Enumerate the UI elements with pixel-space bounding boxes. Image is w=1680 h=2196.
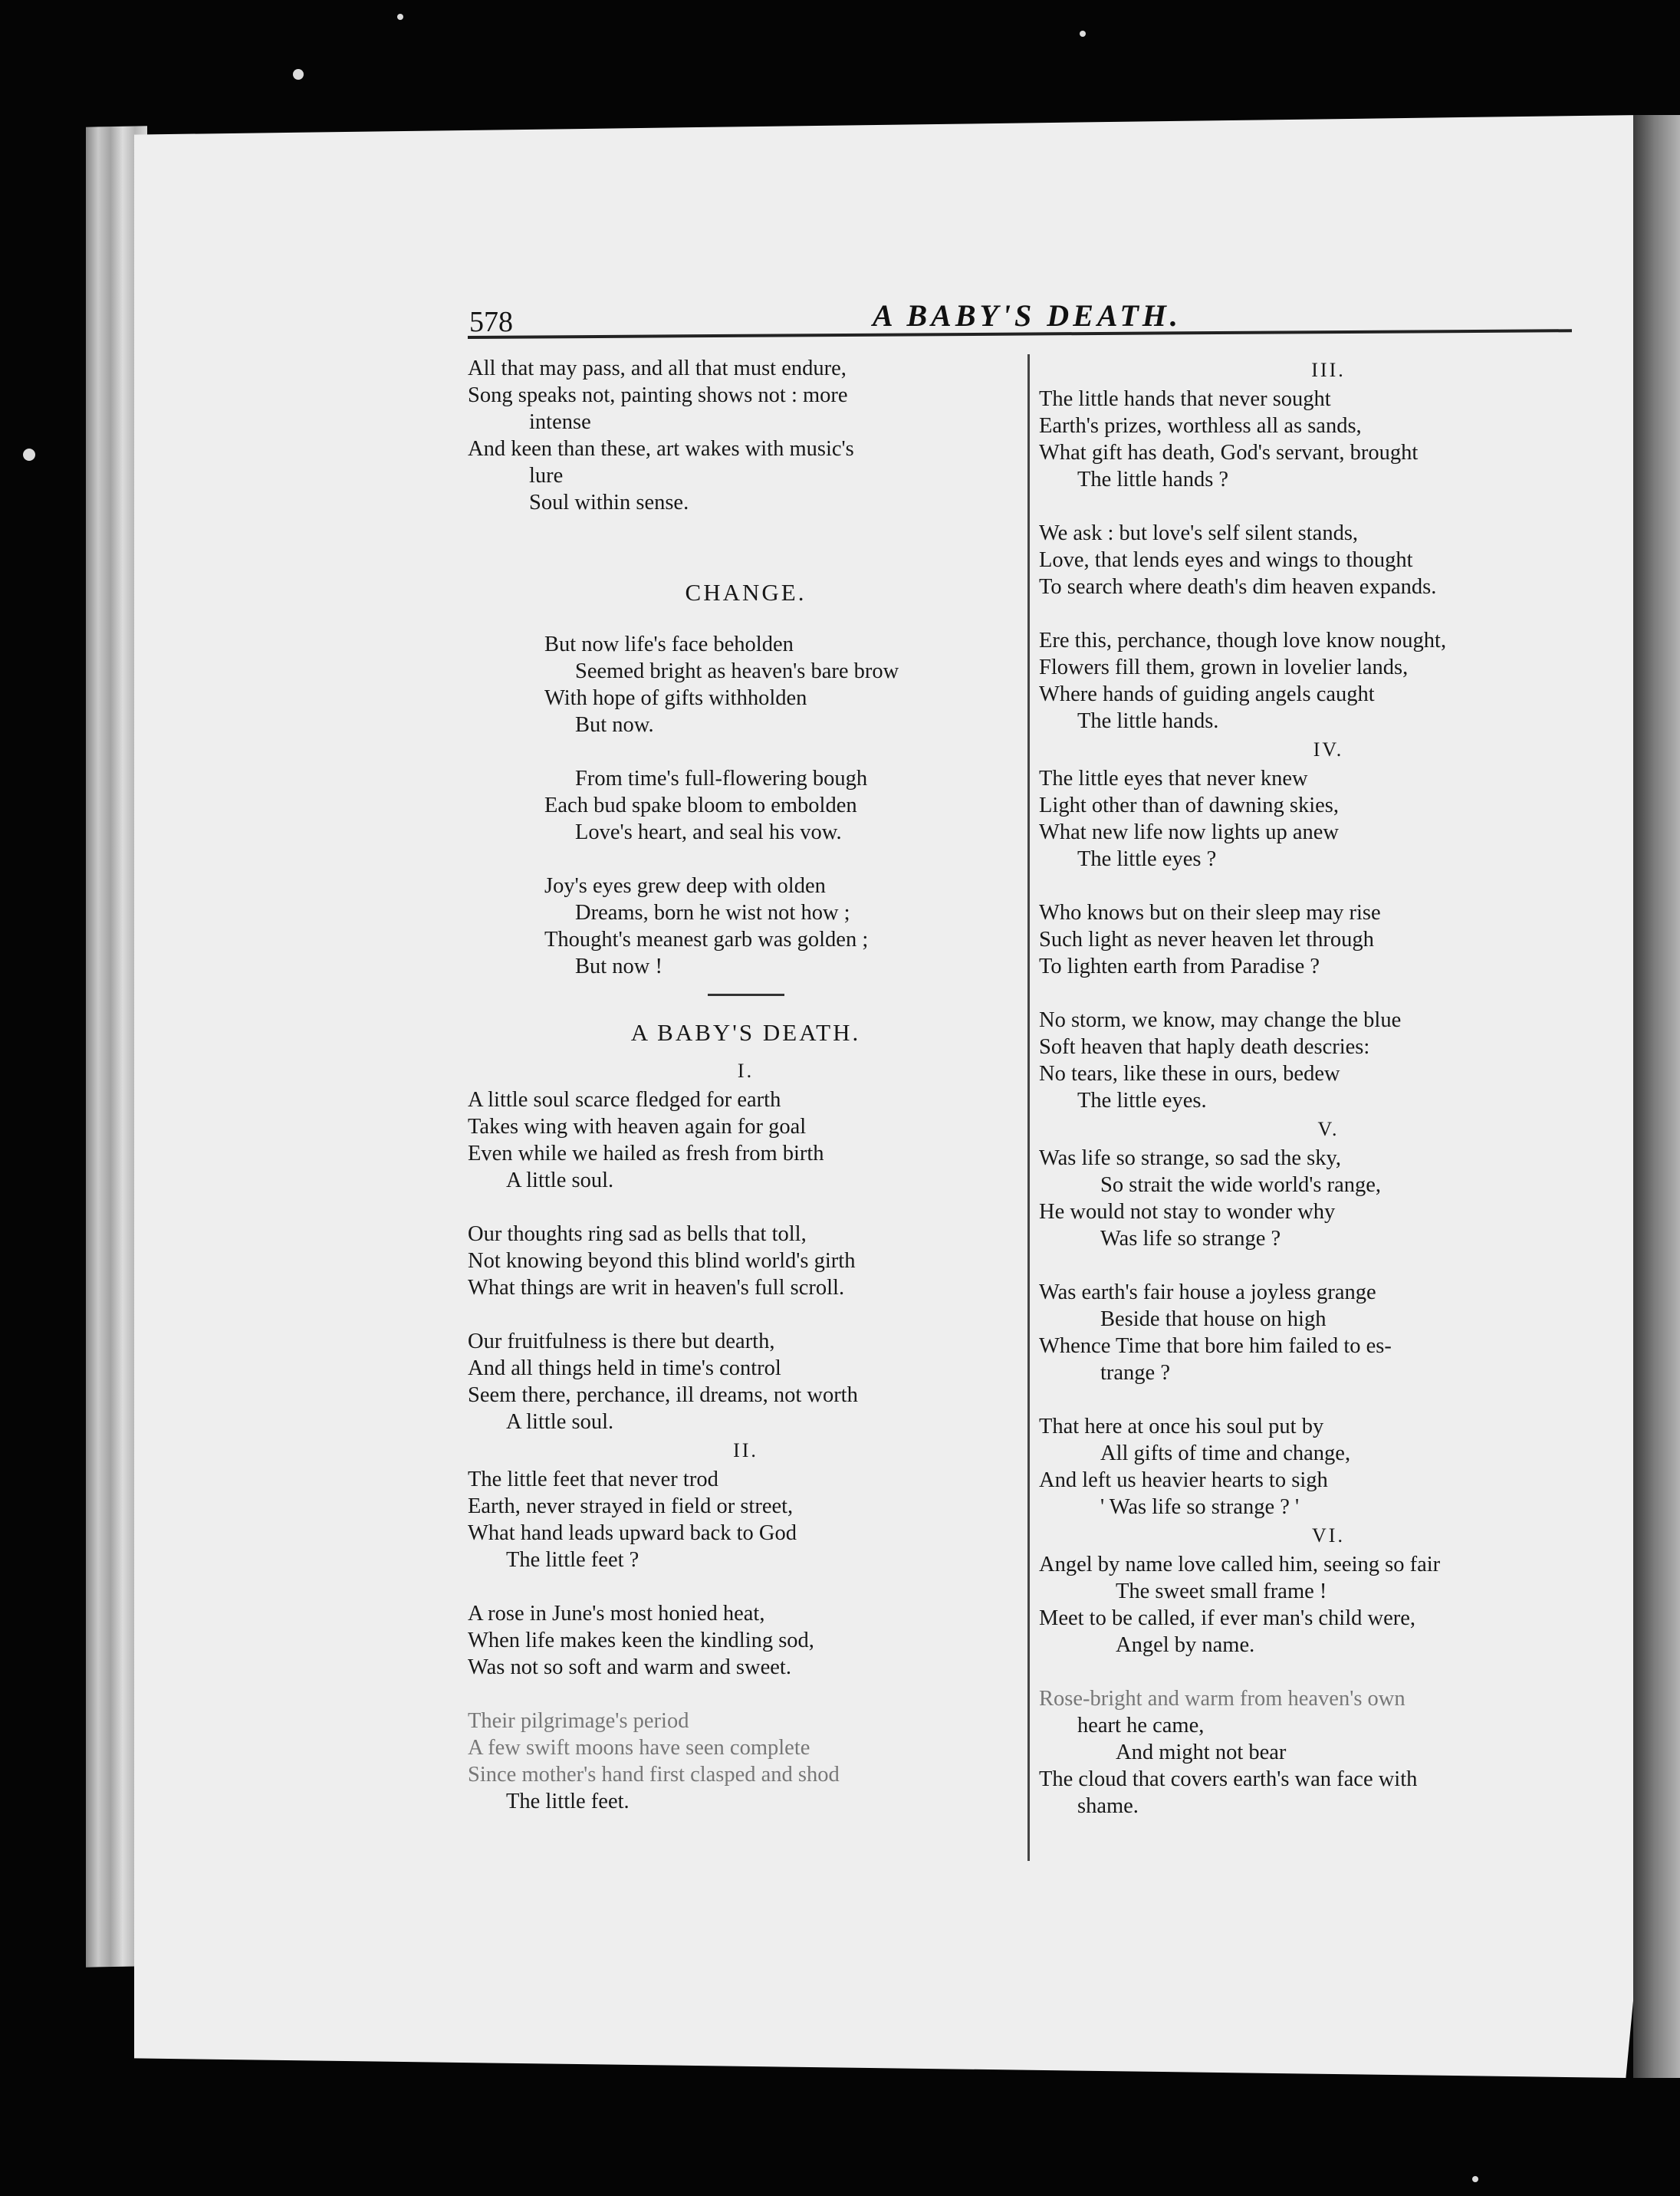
- poem-line: Since mother's hand first clasped and shod: [468, 1763, 840, 1787]
- poem-line: But now !: [575, 955, 662, 978]
- poem-line: Earth's prizes, worthless all as sands,: [1039, 414, 1362, 438]
- poem-line: But now life's face beholden: [544, 633, 794, 656]
- poem-line: Such light as never heaven let through: [1039, 928, 1374, 952]
- section-numeral: II.: [733, 1439, 758, 1461]
- poem-line: ' Was life so strange ? ': [1100, 1495, 1300, 1519]
- section-numeral: VI.: [1312, 1524, 1345, 1547]
- poem-line: Seem there, perchance, ill dreams, not worth: [468, 1383, 858, 1407]
- dust-speck: [397, 14, 403, 20]
- poem-line: The little feet that never trod: [468, 1468, 718, 1491]
- poem-line: Whence Time that bore him failed to es-: [1039, 1334, 1392, 1358]
- poem-line: trange ?: [1100, 1361, 1170, 1385]
- poem-line: And keen than these, art wakes with music's: [468, 437, 854, 461]
- poem-line: The little hands that never sought: [1039, 387, 1331, 411]
- poem-line: To search where death's dim heaven expands.: [1039, 575, 1437, 599]
- poem-line: But now.: [575, 713, 654, 737]
- poem-line: The little feet.: [506, 1790, 630, 1813]
- poem-line: Light other than of dawning skies,: [1039, 794, 1340, 817]
- poem-title-change: CHANGE.: [685, 579, 807, 606]
- poem-line: The sweet small frame !: [1116, 1580, 1327, 1603]
- poem-line: What things are writ in heaven's full scroll.: [468, 1276, 845, 1300]
- poem-line: Rose-bright and warm from heaven's own: [1039, 1687, 1405, 1711]
- poem-line: Our thoughts ring sad as bells that toll,: [468, 1222, 807, 1246]
- poem-line: A little soul.: [506, 1169, 614, 1192]
- poem-line: Love, that lends eyes and wings to thought: [1039, 548, 1413, 572]
- poem-line: Was life so strange, so sad the sky,: [1039, 1146, 1341, 1170]
- poem-line: Not knowing beyond this blind world's girth: [468, 1249, 856, 1273]
- poem-line: What new life now lights up anew: [1039, 820, 1339, 844]
- poem-line: Who knows but on their sleep may rise: [1039, 901, 1381, 925]
- poem-line: Was earth's fair house a joyless grange: [1039, 1280, 1376, 1304]
- poem-line: Each bud spake bloom to embolden: [544, 794, 857, 817]
- poem-line: Earth, never strayed in field or street,: [468, 1494, 794, 1518]
- right-column: [1039, 355, 1618, 1820]
- poem-line: Joy's eyes grew deep with olden: [544, 874, 826, 898]
- poem-line: Thought's meanest garb was golden ;: [544, 928, 869, 952]
- poem-line: And all things held in time's control: [468, 1356, 781, 1380]
- poem-line: What gift has death, God's servant, brought: [1039, 441, 1419, 465]
- dust-speck: [1080, 31, 1086, 37]
- poem-line: Meet to be called, if ever man's child were,: [1039, 1606, 1416, 1630]
- poem-line: No tears, like these in ours, bedew: [1039, 1062, 1340, 1086]
- section-numeral: III.: [1311, 359, 1346, 381]
- dust-speck: [23, 449, 35, 461]
- poem-line: Was not so soft and warm and sweet.: [468, 1655, 791, 1679]
- poem-line: Dreams, born he wist not how ;: [575, 901, 850, 925]
- dust-speck: [1472, 2176, 1478, 2182]
- poem-line: heart he came,: [1077, 1714, 1205, 1737]
- poem-line: Soft heaven that haply death descries:: [1039, 1035, 1370, 1059]
- poem-line: From time's full-flowering bough: [575, 767, 868, 791]
- dust-speck: [293, 69, 304, 80]
- poem-line: intense: [529, 410, 591, 434]
- poem-line: Ere this, perchance, though love know nought,: [1039, 629, 1447, 653]
- poem-line: The little hands ?: [1077, 468, 1229, 491]
- poem-line: The cloud that covers earth's wan face with: [1039, 1767, 1418, 1791]
- poem-line: To lighten earth from Paradise ?: [1039, 955, 1320, 978]
- poem-line: Seemed bright as heaven's bare brow: [575, 659, 899, 683]
- poem-line: No storm, we know, may change the blue: [1039, 1008, 1402, 1032]
- poem-line: All that may pass, and all that must endure,: [468, 357, 847, 380]
- section-numeral: IV.: [1313, 738, 1344, 761]
- poem-line: Angel by name love called him, seeing so fair: [1039, 1553, 1441, 1576]
- poem-line: That here at once his soul put by: [1039, 1415, 1324, 1438]
- poem-line: Beside that house on high: [1100, 1307, 1327, 1331]
- poem-line: All gifts of time and change,: [1100, 1442, 1351, 1465]
- poem-line: Even while we hailed as fresh from birth: [468, 1142, 824, 1165]
- poem-line: When life makes keen the kindling sod,: [468, 1629, 814, 1652]
- poem-line: Our fruitfulness is there but dearth,: [468, 1330, 775, 1353]
- poem-line: A little soul scarce fledged for earth: [468, 1088, 781, 1112]
- section-numeral: I.: [737, 1060, 755, 1082]
- poem-line: Was life so strange ?: [1100, 1227, 1281, 1251]
- poem-line: And left us heavier hearts to sigh: [1039, 1468, 1328, 1492]
- poem-line: A rose in June's most honied heat,: [468, 1602, 765, 1626]
- poem-line: Song speaks not, painting shows not : more: [468, 383, 848, 407]
- poem-line: The little eyes ?: [1077, 847, 1217, 871]
- running-title: A BABY'S DEATH.: [873, 298, 1182, 333]
- section-numeral: V.: [1317, 1118, 1340, 1140]
- poem-line: So strait the wide world's range,: [1100, 1173, 1382, 1197]
- poem-line: The little hands.: [1077, 709, 1219, 733]
- poem-line: Flowers fill them, grown in lovelier lands,: [1039, 656, 1409, 679]
- poem-line: lure: [529, 464, 564, 488]
- poem-title-babys-death: A BABY'S DEATH.: [630, 1019, 861, 1046]
- poem-line: He would not stay to wonder why: [1039, 1200, 1336, 1224]
- section-separator: [708, 994, 784, 996]
- poem-line: shame.: [1077, 1794, 1139, 1818]
- poem-line: The little eyes.: [1077, 1089, 1207, 1113]
- poem-line: The little eyes that never knew: [1039, 767, 1308, 791]
- poem-line: Where hands of guiding angels caught: [1039, 682, 1375, 706]
- poem-line: Angel by name.: [1116, 1633, 1255, 1657]
- poem-line: A few swift moons have seen complete: [468, 1736, 810, 1760]
- poem-line: And might not bear: [1116, 1741, 1287, 1764]
- poem-line: Love's heart, and seal his vow.: [575, 820, 842, 844]
- poem-line: Takes wing with heaven again for goal: [468, 1115, 807, 1139]
- poem-line: Their pilgrimage's period: [468, 1709, 689, 1733]
- page-number: 578: [469, 306, 513, 338]
- poem-line: With hope of gifts withholden: [544, 686, 807, 710]
- poem-line: A little soul.: [506, 1410, 614, 1434]
- left-column: [468, 355, 1024, 1815]
- column-divider: [1027, 354, 1030, 1861]
- facing-page-edge: [1633, 115, 1680, 2078]
- poem-line: The little feet ?: [506, 1548, 639, 1572]
- poem-line: We ask : but love's self silent stands,: [1039, 521, 1359, 545]
- poem-line: Soul within sense.: [529, 491, 689, 514]
- poem-line: What hand leads upward back to God: [468, 1521, 797, 1545]
